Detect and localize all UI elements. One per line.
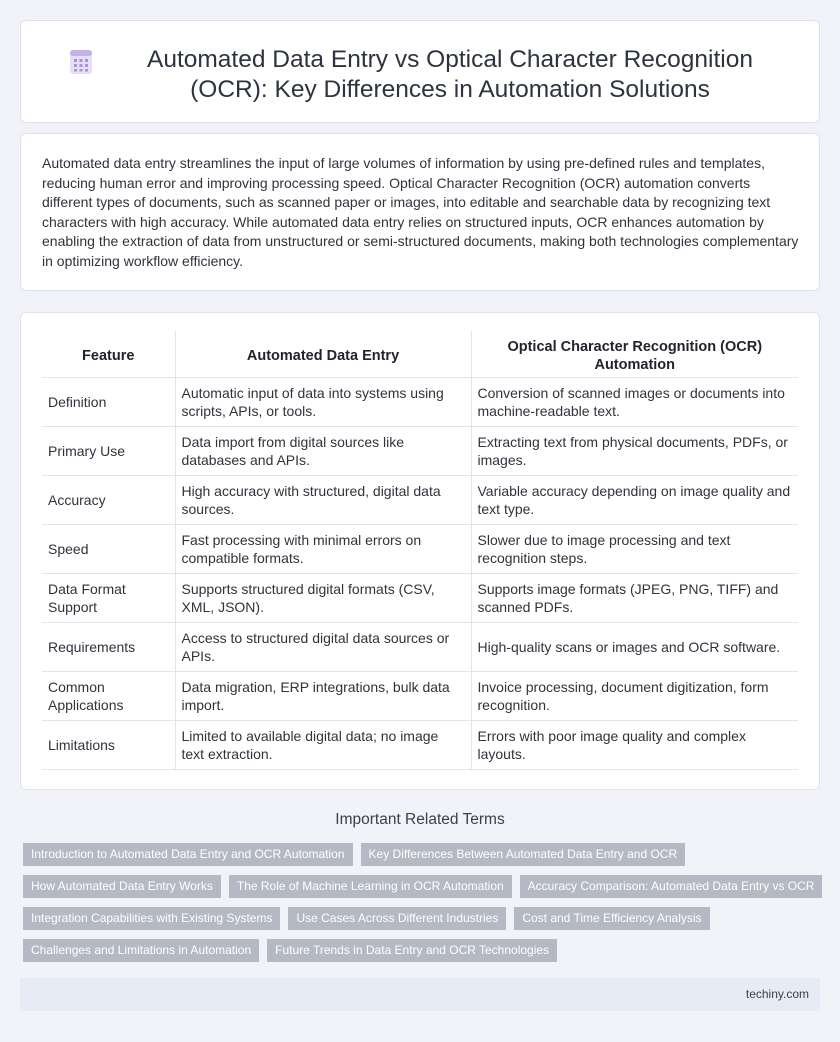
related-term-link[interactable]: Key Differences Between Automated Data Entry and OCR bbox=[361, 843, 686, 866]
comparison-table bbox=[42, 331, 798, 770]
automated-data-entry-cell: Supports structured digital formats (CSV, XML, JSON). bbox=[175, 573, 471, 622]
table-row bbox=[42, 377, 798, 426]
related-term-link[interactable]: Integration Capabilities with Existing Systems bbox=[23, 907, 280, 930]
column-header-ocr: Optical Character Recognition (OCR) Automation bbox=[471, 331, 798, 377]
footer bbox=[20, 978, 820, 1011]
table-header-row bbox=[42, 331, 798, 377]
ocr-cell: Slower due to image processing and text recognition steps. bbox=[471, 524, 798, 573]
related-term-link[interactable]: Challenges and Limitations in Automation bbox=[23, 939, 259, 962]
page-title: Automated Data Entry vs Optical Character Recognition (OCR): Key Differences in Automation Solutions bbox=[147, 46, 753, 103]
table-row bbox=[42, 622, 798, 671]
header-card bbox=[20, 20, 820, 123]
related-term-link[interactable]: Cost and Time Efficiency Analysis bbox=[514, 907, 709, 930]
automated-data-entry-cell: Access to structured digital data sources or APIs. bbox=[175, 622, 471, 671]
feature-cell: Requirements bbox=[42, 622, 175, 671]
feature-cell: Limitations bbox=[42, 720, 175, 769]
related-term-link[interactable]: Introduction to Automated Data Entry and OCR Automation bbox=[23, 843, 353, 866]
related-term-link[interactable]: How Automated Data Entry Works bbox=[23, 875, 221, 898]
intro-card bbox=[20, 133, 820, 291]
table-row bbox=[42, 426, 798, 475]
automated-data-entry-cell: Limited to available digital data; no image text extraction. bbox=[175, 720, 471, 769]
related-term-link[interactable]: The Role of Machine Learning in OCR Automation bbox=[229, 875, 512, 898]
related-terms-heading: Important Related Terms bbox=[335, 811, 505, 828]
table-row bbox=[42, 720, 798, 769]
table-row bbox=[42, 671, 798, 720]
table-row bbox=[42, 475, 798, 524]
footer-site-link[interactable]: techiny.com bbox=[745, 987, 809, 1001]
related-terms-list bbox=[23, 843, 823, 962]
table-row bbox=[42, 573, 798, 622]
automated-data-entry-cell: Data migration, ERP integrations, bulk data import. bbox=[175, 671, 471, 720]
feature-cell: Common Applications bbox=[42, 671, 175, 720]
ocr-cell: Supports image formats (JPEG, PNG, TIFF) and scanned PDFs. bbox=[471, 573, 798, 622]
column-header-automated-data-entry: Automated Data Entry bbox=[175, 331, 471, 377]
table-row bbox=[42, 524, 798, 573]
automated-data-entry-cell: Fast processing with minimal errors on compatible formats. bbox=[175, 524, 471, 573]
intro-paragraph: Automated data entry streamlines the input of large volumes of information by using pre-defined rules and templates, reducing human error and improving processing speed. Optical Character Recognition (OCR) automation converts different types of documents, such as scanned paper or images, into editable and searchable data by recognizing text characters with high accuracy. While automated data entry relies on structured inputs, OCR enhances automation by enabling the extraction of data from unstructured or semi-structured documents, making both technologies complementary in optimizing workflow efficiency. bbox=[42, 155, 799, 269]
automated-data-entry-cell: High accuracy with structured, digital data sources. bbox=[175, 475, 471, 524]
ocr-cell: Errors with poor image quality and complex layouts. bbox=[471, 720, 798, 769]
document-icon bbox=[69, 47, 93, 75]
related-term-link[interactable]: Future Trends in Data Entry and OCR Technologies bbox=[267, 939, 557, 962]
ocr-cell: Extracting text from physical documents, PDFs, or images. bbox=[471, 426, 798, 475]
ocr-cell: Conversion of scanned images or documents into machine-readable text. bbox=[471, 377, 798, 426]
feature-cell: Accuracy bbox=[42, 475, 175, 524]
ocr-cell: Variable accuracy depending on image quality and text type. bbox=[471, 475, 798, 524]
feature-cell: Data Format Support bbox=[42, 573, 175, 622]
feature-cell: Definition bbox=[42, 377, 175, 426]
column-header-feature: Feature bbox=[42, 331, 175, 377]
feature-cell: Primary Use bbox=[42, 426, 175, 475]
automated-data-entry-cell: Automatic input of data into systems using scripts, APIs, or tools. bbox=[175, 377, 471, 426]
related-term-link[interactable]: Accuracy Comparison: Automated Data Entry vs OCR bbox=[520, 875, 823, 898]
ocr-cell: High-quality scans or images and OCR software. bbox=[471, 622, 798, 671]
feature-cell: Speed bbox=[42, 524, 175, 573]
automated-data-entry-cell: Data import from digital sources like databases and APIs. bbox=[175, 426, 471, 475]
comparison-card bbox=[20, 312, 820, 790]
ocr-cell: Invoice processing, document digitization, form recognition. bbox=[471, 671, 798, 720]
related-term-link[interactable]: Use Cases Across Different Industries bbox=[288, 907, 506, 930]
